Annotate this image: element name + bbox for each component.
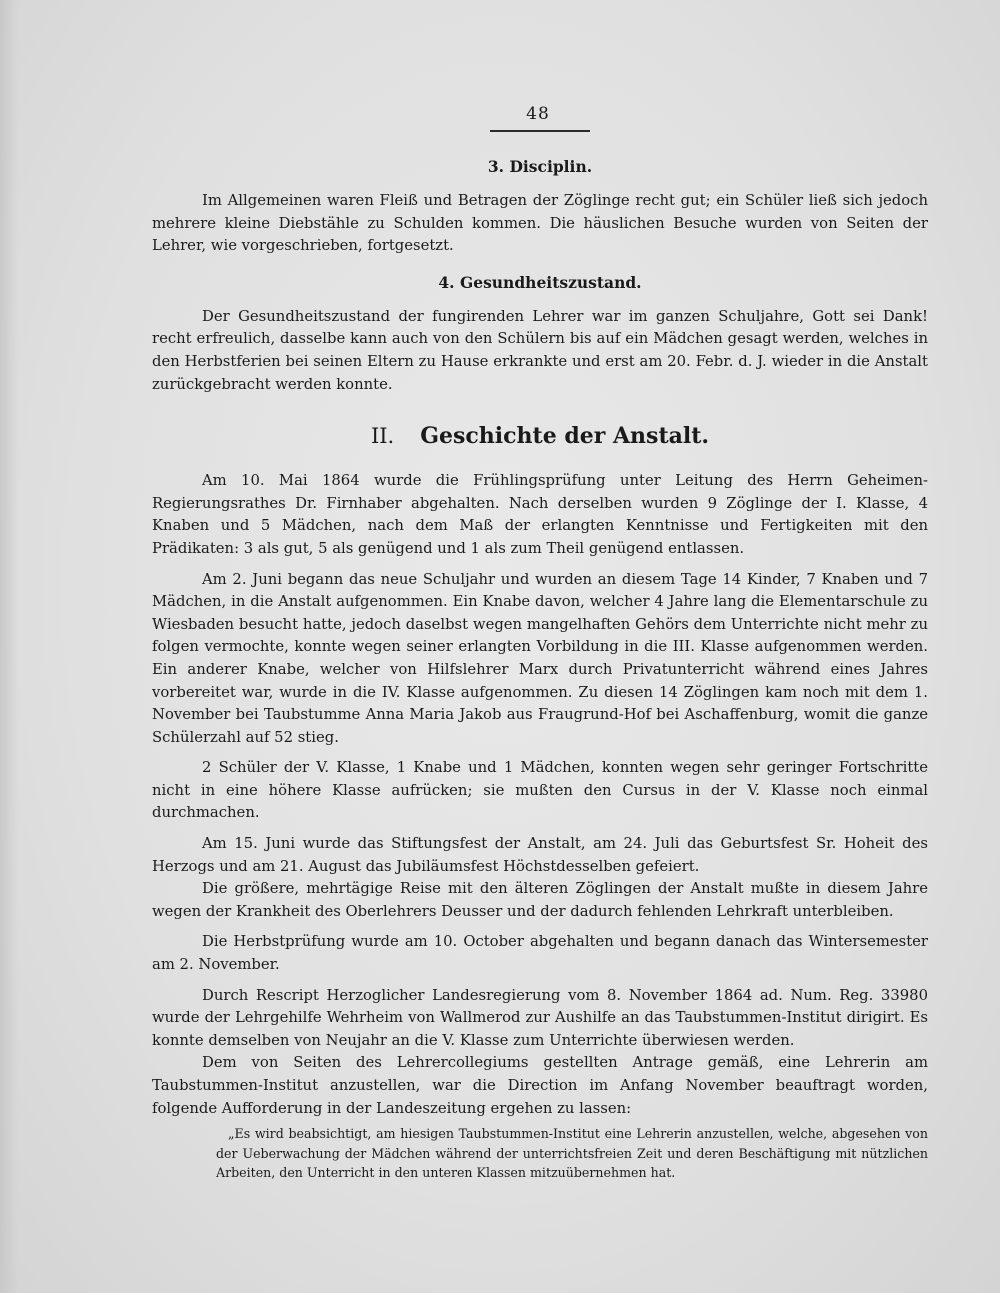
paragraph-health: Der Gesundheitszustand der fungirenden Lehrer war im ganzen Schuljahre, Gott sei Dank! recht erfreulich, dasselbe kann auch von den Schülern bis auf ein Mädchen gesagt werden, welches in den Herbstferien bei seinen Eltern zu Hause erkrankte und erst am 20. Febr. d. J. wieder in die Anstalt zurückgebracht werden konnte. bbox=[152, 307, 928, 393]
paragraph-schuljahr: Am 2. Juni begann das neue Schuljahr und wurden an diesem Tage 14 Kinder, 7 Knaben und 7 Mädchen, in die Anstalt aufgenommen. Ein Knabe davon, welcher 4 Jahre lang die Elementarschule zu Wiesbaden besucht hatte, jedoch daselbst wegen mangelhaften Gehörs dem Unterrichte nicht mehr zu folgen vermochte, konnte wegen seiner erlangten Vorbildung in die III. Klasse aufgenommen werden. Ein anderer Knabe, welcher von Hilfslehrer Marx durch Privatunterricht während eines Jahres vorbereitet war, wurde in die IV. Klasse aufgenommen. Zu diesen 14 Zöglingen kam noch mit dem 1. November bei Taubstumme Anna Maria Jakob aus Fraugrund-Hof bei Aschaffenburg, womit die ganze Schülerzahl auf 52 stieg. bbox=[152, 570, 928, 746]
paragraph-rescript: Durch Rescript Herzoglicher Landesregierung vom 8. November 1864 ad. Num. Reg. 33980 wurde der Lehrgehilfe Wehrheim von Wallmerod zur Aushilfe an das Taubstummen-Institut dirigirt. Es konnte demselben von Neujahr an die V. Klasse zum Unterrichte überwiesen werden. bbox=[152, 986, 928, 1049]
paragraph-reise: Die größere, mehrtägige Reise mit den älteren Zöglingen der Anstalt mußte in diesem Jahre wegen der Krankheit des Oberlehrers Deusser und der dadurch fehlenden Lehrkraft unterbleiben. bbox=[152, 880, 928, 920]
chapter-heading bbox=[152, 420, 928, 452]
paragraph-herbstpruefung: Die Herbstprüfung wurde am 10. October abgehalten und begann danach das Wintersemester am 2. November. bbox=[152, 933, 928, 974]
paragraph-feste: Am 15. Juni wurde das Stiftungsfest der Anstalt, am 24. Juli das Geburtsfest Sr. Hoheit des Herzogs und am 21. August das Jubiläumsfest Höchstdesselben gefeiert. bbox=[152, 835, 928, 875]
section-heading-discipline: 3. Disciplin. bbox=[487, 157, 593, 176]
paragraph-discipline: Im Allgemeinen waren Fleiß und Betragen der Zöglinge recht gut; ein Schüler ließ sich jedoch mehrere kleine Diebstähle zu Schulden kommen. Die häuslichen Besuche wurden von Seiten der Lehrer, wie vorgeschrieben, fortgesetzt. bbox=[152, 192, 928, 255]
paragraph-klasse-v: 2 Schüler der V. Klasse, 1 Knabe und 1 Mädchen, konnten wegen sehr geringer Fortschritte nicht in eine höhere Klasse aufrücken; sie mußten den Cursus in der V. Klasse noch einmal durchmachen. bbox=[152, 759, 928, 822]
chapter-number: II. bbox=[370, 424, 395, 449]
chapter-title: Geschichte der Anstalt. bbox=[420, 423, 710, 450]
page-number: 48 bbox=[526, 104, 550, 124]
paragraph-lehrerin: Dem von Seiten des Lehrercollegiums gestellten Antrage gemäß, eine Lehrerin am Taubstummen-Institut anzustellen, war die Direction im Anfang November beauftragt worden, folgende Aufforderung in der Landeszeitung ergehen zu lassen: bbox=[152, 1054, 928, 1117]
page-body bbox=[152, 150, 928, 1183]
section-heading-health: 4. Gesundheitszustand. bbox=[438, 272, 642, 292]
header-rule bbox=[490, 130, 590, 132]
page-edge-shadow bbox=[0, 0, 18, 1293]
newspaper-announcement-quote: „Es wird beabsichtigt, am hiesigen Taubstummen-Institut eine Lehrerin anzustellen, welche, abgesehen von der Ueberwachung der Mädchen während der unterrichtsfreien Zeit und deren Beschäftigung mit nützlichen Arbeiten, den Unterricht in den unteren Klassen mitzuübernehmen hat. bbox=[216, 1126, 928, 1181]
paragraph-fruehlingspruefung: Am 10. Mai 1864 wurde die Frühlingsprüfung unter Leitung des Herrn Geheimen-Regierungsrathes Dr. Firnhaber abgehalten. Nach derselben wurden 9 Zöglinge der I. Klasse, 4 Knaben und 5 Mädchen, nach dem Maß der erlangten Kenntnisse und Fertigkeiten mit den Prädikaten: 3 als gut, 5 als genügend und 1 als zum Theil genügend entlassen. bbox=[152, 472, 928, 557]
